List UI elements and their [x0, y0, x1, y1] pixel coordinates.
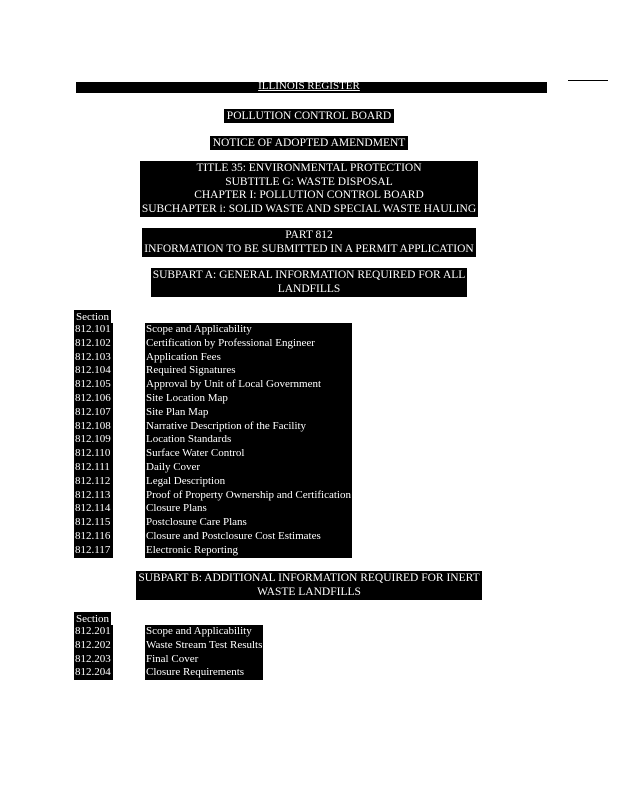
section-number: 812.110: [74, 447, 113, 461]
section-title: Closure and Postclosure Cost Estimates: [146, 529, 321, 542]
part-block-line: PART 812: [285, 229, 333, 241]
section-label-b: Section: [76, 613, 109, 625]
section-number: 812.106: [74, 392, 113, 406]
section-number: 812.105: [74, 378, 113, 392]
section-number: 812.114: [74, 502, 113, 516]
section-number: 812.102: [74, 337, 113, 351]
section-number: 812.112: [74, 475, 113, 489]
section-title: Postclosure Care Plans: [146, 516, 247, 529]
section-title: Legal Description: [146, 474, 226, 487]
notice-heading: [0, 133, 618, 151]
subpart-b-heading: [0, 571, 618, 600]
section-title-column: [145, 625, 263, 680]
section-title-column: [145, 323, 352, 558]
part-block: [0, 228, 618, 257]
section-number: 812.113: [74, 489, 113, 503]
subpart-b-box: [136, 571, 481, 600]
section-title: Scope and Applicability: [146, 625, 252, 637]
section-number: 812.108: [74, 420, 113, 434]
subpart-a-line: SUBPART A: GENERAL INFORMATION REQUIRED FOR ALL: [152, 269, 466, 281]
subpart-a-heading: [0, 268, 618, 297]
title-block-line: TITLE 35: ENVIRONMENTAL PROTECTION: [196, 162, 422, 174]
title-block-line: SUBTITLE G: WASTE DISPOSAL: [225, 175, 393, 188]
section-title: Electronic Reporting: [146, 543, 238, 556]
section-number: 812.116: [74, 530, 113, 544]
board-name: POLLUTION CONTROL BOARD: [224, 109, 394, 123]
section-number-column: [74, 323, 113, 558]
section-title: Site Location Map: [146, 391, 228, 404]
section-title: Closure Requirements: [146, 666, 245, 679]
section-number: 812.201: [74, 625, 113, 639]
title-block-line: CHAPTER I: POLLUTION CONTROL BOARD: [194, 189, 424, 202]
subpart-b-line: SUBPART B: ADDITIONAL INFORMATION REQUIRED FOR INERT: [138, 572, 480, 584]
section-title: Site Plan Map: [146, 405, 209, 418]
section-number: 812.107: [74, 406, 113, 420]
section-title: Application Fees: [146, 350, 221, 363]
title-block: [0, 161, 618, 217]
section-label-a: Section: [76, 311, 109, 323]
section-title: Surface Water Control: [146, 447, 245, 460]
title-block-box: [140, 161, 478, 217]
section-title: Scope and Applicability: [146, 323, 252, 335]
section-number: 812.104: [74, 364, 113, 378]
section-title: Waste Stream Test Results: [146, 638, 263, 651]
subpart-b-line: WASTE LANDFILLS: [257, 585, 361, 598]
subpart-a-line: LANDFILLS: [277, 282, 341, 295]
board-heading: [0, 106, 618, 124]
section-title: Approval by Unit of Local Government: [146, 378, 322, 391]
header-rule: [76, 92, 547, 93]
section-title: Final Cover: [146, 652, 199, 665]
section-number: 812.115: [74, 516, 113, 530]
part-block-box: [142, 228, 475, 257]
notice-text: NOTICE OF ADOPTED AMENDMENT: [210, 136, 409, 150]
margin-rule: [568, 80, 608, 81]
section-number: 812.111: [74, 461, 113, 475]
section-number: 812.103: [74, 351, 113, 365]
subpart-a-box: [151, 268, 468, 297]
section-title: Certification by Professional Engineer: [146, 336, 315, 349]
section-number: 812.101: [74, 323, 113, 337]
register-title: ILLINOIS REGISTER: [258, 80, 360, 92]
section-number: 812.117: [74, 544, 113, 558]
section-number: 812.204: [74, 666, 113, 680]
section-title: Closure Plans: [146, 502, 207, 515]
section-title: Proof of Property Ownership and Certification: [146, 488, 351, 501]
section-number-column: [74, 625, 113, 680]
section-title: Required Signatures: [146, 364, 236, 377]
section-title: Location Standards: [146, 433, 232, 446]
part-block-line: INFORMATION TO BE SUBMITTED IN A PERMIT APPLICATION: [144, 242, 474, 255]
section-number: 812.202: [74, 639, 113, 653]
section-title: Narrative Description of the Facility: [146, 419, 307, 432]
section-number: 812.203: [74, 653, 113, 667]
title-block-line: SUBCHAPTER i: SOLID WASTE AND SPECIAL WASTE HAULING: [141, 202, 477, 215]
section-title: Daily Cover: [146, 460, 201, 473]
section-number: 812.109: [74, 433, 113, 447]
